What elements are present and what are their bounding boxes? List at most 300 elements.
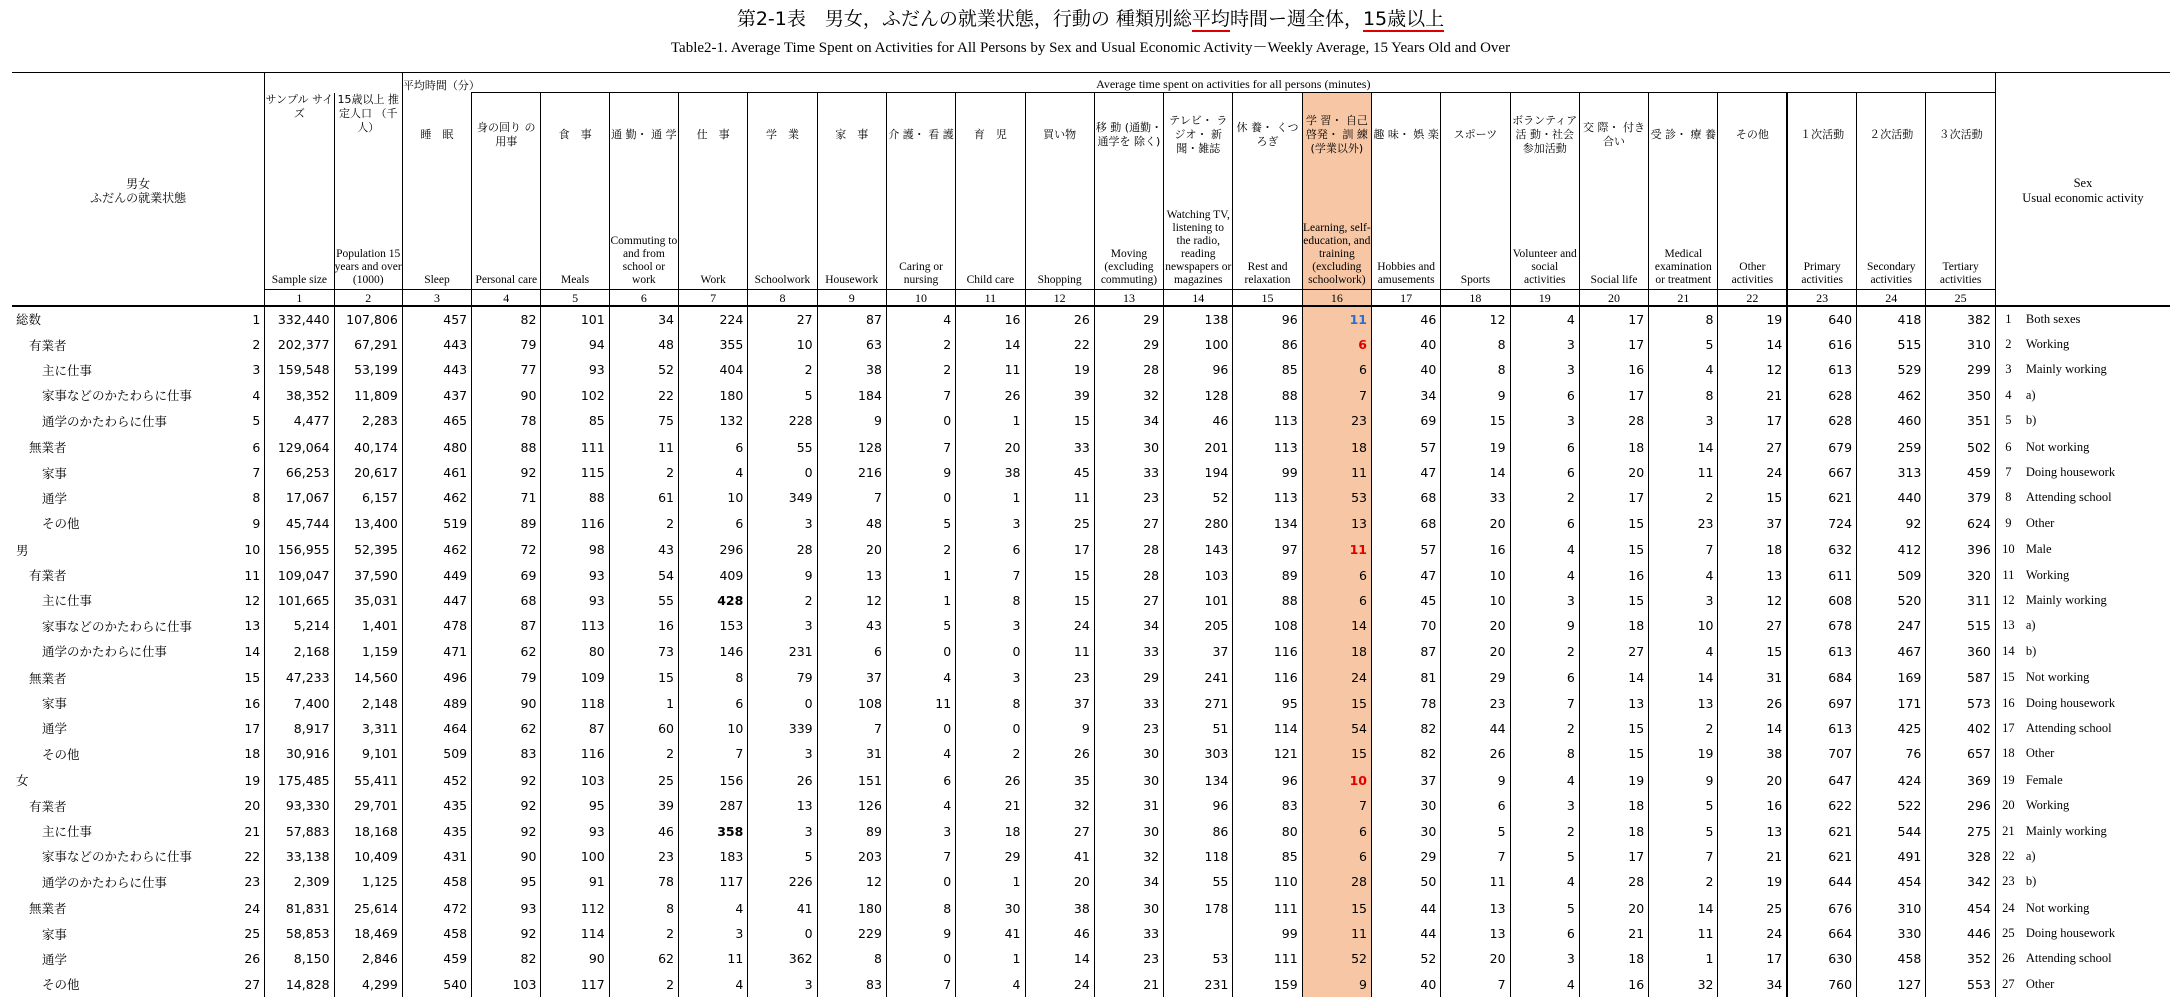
cell-col-2: 1,125 (334, 869, 402, 894)
cell-col-7: 10 (679, 716, 748, 741)
cell-col-2: 10,409 (334, 844, 402, 869)
cell-col-16: 10 (1302, 768, 1371, 793)
cell-col-21: 1 (1649, 946, 1718, 971)
cell-col-8: 5 (748, 844, 817, 869)
cell-col-16: 7 (1302, 793, 1371, 818)
cell-col-13: 30 (1094, 434, 1163, 459)
cell-col-5: 88 (541, 485, 609, 510)
cell-col-4: 89 (472, 511, 541, 536)
table-title-jp (0, 4, 2181, 31)
table-row (12, 793, 2170, 818)
cell-col-18: 20 (1441, 613, 1510, 638)
cell-col-17: 81 (1371, 665, 1440, 690)
cell-col-21: 23 (1649, 511, 1718, 536)
cell-col-11: 8 (956, 588, 1025, 613)
cell-col-20: 14 (1579, 665, 1648, 690)
row-label-en: Other (2025, 515, 2055, 530)
row-number: 22 (238, 844, 265, 869)
row-number-right: 11 (1995, 562, 2020, 587)
cell-col-2: 9,101 (334, 741, 402, 766)
cell-col-8: 5 (748, 383, 817, 408)
row-label-en: Attending school (2025, 490, 2112, 505)
cell-col-5: 90 (541, 946, 609, 971)
cell-col-24: 247 (1857, 613, 1926, 638)
cell-col-7: 409 (679, 562, 748, 587)
cell-col-22: 21 (1718, 383, 1787, 408)
cell-col-15: 80 (1233, 818, 1302, 843)
row-number-right: 9 (1995, 511, 2020, 536)
cell-col-19: 6 (1510, 434, 1579, 459)
cell-col-20: 15 (1579, 741, 1648, 766)
cell-col-21: 14 (1649, 434, 1718, 459)
row-label-jp: 家事などのかたわらに仕事 (42, 618, 193, 634)
row-number: 13 (238, 613, 265, 638)
row-label-en: Mainly working (2025, 823, 2107, 838)
cell-col-4: 93 (472, 895, 541, 920)
cell-col-9: 31 (817, 741, 886, 766)
row-label-jp: 男 (16, 542, 29, 558)
row-label-jp: 無業者 (29, 440, 67, 456)
row-number: 5 (238, 408, 265, 433)
cell-col-3: 509 (402, 741, 471, 766)
col-number-4: 4 (472, 290, 541, 306)
cell-col-1: 4,477 (265, 408, 334, 433)
row-label-en: Attending school (2025, 720, 2112, 735)
cell-col-17: 30 (1371, 793, 1440, 818)
cell-col-16: 7 (1302, 383, 1371, 408)
cell-col-18: 14 (1441, 460, 1510, 485)
cell-col-15: 88 (1233, 383, 1302, 408)
cell-col-25: 454 (1926, 895, 1996, 920)
cell-col-15: 88 (1233, 588, 1302, 613)
cell-col-8: 3 (748, 613, 817, 638)
row-number: 23 (238, 869, 265, 894)
cell-col-7: 3 (679, 921, 748, 946)
cell-col-18: 8 (1441, 357, 1510, 382)
cell-col-5: 102 (541, 383, 609, 408)
cell-col-16: 14 (1302, 613, 1371, 638)
col-number-18: 18 (1441, 290, 1510, 306)
cell-col-6: 78 (609, 869, 678, 894)
col-header-jp-3: 睡 眠 (402, 93, 471, 177)
cell-col-10: 2 (886, 332, 955, 357)
cell-col-18: 5 (1441, 818, 1510, 843)
row-label-jp: 主に仕事 (42, 362, 93, 378)
col-header-jp-23: １次活動 (1787, 93, 1856, 177)
cell-col-14: 201 (1164, 434, 1233, 459)
cell-col-23: 724 (1787, 511, 1856, 536)
col-header-en-17: Hobbies and amusements (1371, 177, 1440, 290)
cell-col-15: 113 (1233, 485, 1302, 510)
col-header-en-25: Tertiary activities (1926, 177, 1996, 290)
row-number: 3 (238, 357, 265, 382)
cell-col-8: 3 (748, 818, 817, 843)
cell-col-5: 95 (541, 793, 609, 818)
cell-col-12: 41 (1025, 844, 1094, 869)
col-header-jp-22: その他 (1718, 93, 1787, 177)
cell-col-13: 29 (1094, 306, 1163, 332)
cell-col-22: 27 (1718, 434, 1787, 459)
cell-col-18: 16 (1441, 537, 1510, 562)
cell-col-12: 11 (1025, 485, 1094, 510)
cell-col-13: 32 (1094, 383, 1163, 408)
cell-col-18: 8 (1441, 332, 1510, 357)
cell-col-12: 35 (1025, 768, 1094, 793)
cell-col-15: 85 (1233, 844, 1302, 869)
cell-col-13: 28 (1094, 562, 1163, 587)
cell-col-8: 3 (748, 511, 817, 536)
col-header-jp-17: 趣 味・ 娯 楽 (1371, 93, 1440, 177)
row-number: 20 (238, 793, 265, 818)
cell-col-12: 46 (1025, 921, 1094, 946)
title-jp-underlined-1: 平均 (1191, 8, 1230, 30)
cell-col-10: 2 (886, 357, 955, 382)
cell-col-25: 379 (1926, 485, 1996, 510)
cell-col-24: 424 (1857, 768, 1926, 793)
cell-col-11: 3 (956, 665, 1025, 690)
col-header-en-3: Sleep (402, 177, 471, 290)
cell-col-5: 94 (541, 332, 609, 357)
cell-col-7: 183 (679, 844, 748, 869)
cell-col-5: 112 (541, 895, 609, 920)
row-label-en: Other (2025, 976, 2055, 991)
cell-col-16: 11 (1302, 460, 1371, 485)
cell-col-1: 159,548 (265, 357, 334, 382)
cell-col-24: 467 (1857, 639, 1926, 664)
cell-col-8: 362 (748, 946, 817, 971)
cell-col-15: 111 (1233, 895, 1302, 920)
cell-col-14: 241 (1164, 665, 1233, 690)
cell-col-10: 4 (886, 741, 955, 766)
cell-col-20: 17 (1579, 383, 1648, 408)
cell-col-6: 15 (609, 665, 678, 690)
table-row (12, 869, 2170, 894)
row-number-right: 24 (1995, 895, 2020, 920)
cell-col-4: 92 (472, 921, 541, 946)
cell-col-15: 111 (1233, 946, 1302, 971)
cell-col-2: 2,283 (334, 408, 402, 433)
cell-col-8: 3 (748, 741, 817, 766)
cell-col-14: 194 (1164, 460, 1233, 485)
cell-col-10: 7 (886, 844, 955, 869)
cell-col-8: 231 (748, 639, 817, 664)
cell-col-25: 299 (1926, 357, 1996, 382)
cell-col-12: 45 (1025, 460, 1094, 485)
avg-time-label-en: Average time spent on activities for all persons (minutes) (472, 73, 1996, 93)
cell-col-21: 32 (1649, 972, 1718, 997)
header-left-blank-top (12, 73, 265, 93)
cell-col-17: 47 (1371, 460, 1440, 485)
cell-col-17: 68 (1371, 485, 1440, 510)
cell-col-7: 11 (679, 946, 748, 971)
cell-col-13: 33 (1094, 921, 1163, 946)
cell-col-13: 29 (1094, 332, 1163, 357)
row-header-label-en (1995, 93, 2170, 290)
cell-col-12: 37 (1025, 690, 1094, 715)
cell-col-13: 30 (1094, 818, 1163, 843)
cell-col-12: 27 (1025, 818, 1094, 843)
cell-col-23: 640 (1787, 306, 1856, 332)
col-header-jp-1: サンプル サイズ (265, 93, 334, 177)
col-header-en-19: Volunteer and social activities (1510, 177, 1579, 290)
cell-col-24: 440 (1857, 485, 1926, 510)
row-label-jp: 通学 (42, 721, 68, 737)
row-label-en: Working (2025, 567, 2070, 582)
col-header-jp-9: 家 事 (817, 93, 886, 177)
row-label-en: Doing housework (2025, 465, 2116, 480)
cell-col-21: 13 (1649, 690, 1718, 715)
row-number-right: 8 (1995, 485, 2020, 510)
cell-col-18: 10 (1441, 588, 1510, 613)
cell-col-7: 10 (679, 485, 748, 510)
cell-col-22: 20 (1718, 768, 1787, 793)
cell-col-10: 7 (886, 972, 955, 997)
cell-col-10: 9 (886, 921, 955, 946)
cell-col-6: 46 (609, 818, 678, 843)
col-header-jp-2: 15歳以上 推定人口 （千人） (334, 93, 402, 177)
cell-col-3: 452 (402, 768, 471, 793)
row-number: 4 (238, 383, 265, 408)
table-row (12, 383, 2170, 408)
cell-col-25: 320 (1926, 562, 1996, 587)
cell-col-23: 622 (1787, 793, 1856, 818)
cell-col-23: 630 (1787, 946, 1856, 971)
cell-col-16: 15 (1302, 895, 1371, 920)
cell-col-4: 62 (472, 639, 541, 664)
cell-col-5: 85 (541, 408, 609, 433)
cell-col-19: 4 (1510, 972, 1579, 997)
col-number-1: 1 (265, 290, 334, 306)
cell-col-4: 95 (472, 869, 541, 894)
cell-col-11: 29 (956, 844, 1025, 869)
cell-col-6: 43 (609, 537, 678, 562)
cell-col-23: 679 (1787, 434, 1856, 459)
row-number: 16 (238, 690, 265, 715)
row-label-jp: 家事 (42, 465, 68, 481)
col-header-jp-5: 食 事 (541, 93, 609, 177)
header-blank-cols-1-2 (265, 73, 403, 93)
row-header-label-line2: ふだんの就業状態 (90, 191, 187, 205)
table-row (12, 921, 2170, 946)
cell-col-14: 53 (1164, 946, 1233, 971)
row-label-jp: 無業者 (29, 901, 67, 917)
cell-col-22: 17 (1718, 946, 1787, 971)
row-number-right: 27 (1995, 972, 2020, 997)
col-header-en-7: Work (679, 177, 748, 290)
cell-col-13: 23 (1094, 716, 1163, 741)
col-number-6: 6 (609, 290, 678, 306)
cell-col-18: 9 (1441, 383, 1510, 408)
table-title-en: Table2-1. Average Time Spent on Activities for All Persons by Sex and Usual Economic Activity－Weekly Average, 15 Years Old and Over (670, 40, 1511, 56)
cell-col-15: 86 (1233, 332, 1302, 357)
cell-col-1: 93,330 (265, 793, 334, 818)
cell-col-15: 83 (1233, 793, 1302, 818)
cell-col-23: 628 (1787, 408, 1856, 433)
cell-col-24: 491 (1857, 844, 1926, 869)
cell-col-14: 96 (1164, 793, 1233, 818)
cell-col-11: 26 (956, 768, 1025, 793)
cell-col-17: 37 (1371, 768, 1440, 793)
col-header-jp-11: 育 児 (956, 93, 1025, 177)
cell-col-25: 587 (1926, 665, 1996, 690)
cell-col-9: 12 (817, 869, 886, 894)
cell-col-3: 472 (402, 895, 471, 920)
cell-col-21: 8 (1649, 306, 1718, 332)
cell-col-19: 3 (1510, 357, 1579, 382)
cell-col-15: 121 (1233, 741, 1302, 766)
cell-col-22: 34 (1718, 972, 1787, 997)
table-row (12, 639, 2170, 664)
row-label-en: b) (2025, 874, 2037, 889)
cell-col-12: 24 (1025, 972, 1094, 997)
cell-col-4: 72 (472, 537, 541, 562)
cell-col-14: 52 (1164, 485, 1233, 510)
cell-col-9: 128 (817, 434, 886, 459)
cell-col-12: 17 (1025, 537, 1094, 562)
cell-col-24: 418 (1857, 306, 1926, 332)
cell-col-21: 5 (1649, 332, 1718, 357)
cell-col-23: 760 (1787, 972, 1856, 997)
cell-col-18: 20 (1441, 639, 1510, 664)
col-header-jp-18: スポーツ (1441, 93, 1510, 177)
cell-col-1: 38,352 (265, 383, 334, 408)
col-header-en-10: Caring or nursing (886, 177, 955, 290)
cell-col-2: 2,846 (334, 946, 402, 971)
col-number-15: 15 (1233, 290, 1302, 306)
cell-col-17: 70 (1371, 613, 1440, 638)
cell-col-20: 17 (1579, 332, 1648, 357)
cell-col-13: 23 (1094, 485, 1163, 510)
cell-col-6: 34 (609, 306, 678, 332)
cell-col-9: 9 (817, 408, 886, 433)
cell-col-24: 462 (1857, 383, 1926, 408)
col-header-en-20: Social life (1579, 177, 1648, 290)
cell-col-3: 540 (402, 972, 471, 997)
cell-col-5: 101 (541, 306, 609, 332)
cell-col-10: 4 (886, 306, 955, 332)
table-row (12, 562, 2170, 587)
cell-col-22: 31 (1718, 665, 1787, 690)
cell-col-13: 27 (1094, 588, 1163, 613)
cell-col-15: 134 (1233, 511, 1302, 536)
cell-col-12: 23 (1025, 665, 1094, 690)
cell-col-24: 412 (1857, 537, 1926, 562)
cell-col-2: 37,590 (334, 562, 402, 587)
cell-col-20: 18 (1579, 946, 1648, 971)
cell-col-2: 4,299 (334, 972, 402, 997)
row-number: 26 (238, 946, 265, 971)
cell-col-25: 275 (1926, 818, 1996, 843)
col-header-jp-19: ボランティア活 動・社会 参加活動 (1510, 93, 1579, 177)
cell-col-9: 108 (817, 690, 886, 715)
cell-col-17: 87 (1371, 639, 1440, 664)
cell-col-6: 1 (609, 690, 678, 715)
cell-col-14: 96 (1164, 357, 1233, 382)
cell-col-13: 30 (1094, 895, 1163, 920)
cell-col-21: 9 (1649, 768, 1718, 793)
cell-col-9: 63 (817, 332, 886, 357)
cell-col-25: 553 (1926, 972, 1996, 997)
cell-col-11: 1 (956, 869, 1025, 894)
cell-col-22: 14 (1718, 716, 1787, 741)
cell-col-17: 78 (1371, 690, 1440, 715)
cell-col-8: 0 (748, 921, 817, 946)
cell-col-3: 462 (402, 537, 471, 562)
col-number-13: 13 (1094, 290, 1163, 306)
row-label-jp: 家事 (42, 696, 68, 712)
cell-col-5: 113 (541, 613, 609, 638)
cell-col-5: 117 (541, 972, 609, 997)
cell-col-8: 0 (748, 690, 817, 715)
cell-col-25: 657 (1926, 741, 1996, 766)
cell-col-21: 8 (1649, 383, 1718, 408)
cell-col-18: 19 (1441, 434, 1510, 459)
col-header-jp-10: 介 護・ 看 護 (886, 93, 955, 177)
cell-col-10: 7 (886, 383, 955, 408)
cell-col-17: 40 (1371, 332, 1440, 357)
cell-col-24: 310 (1857, 895, 1926, 920)
cell-col-6: 55 (609, 588, 678, 613)
col-header-en-18: Sports (1441, 177, 1510, 290)
cell-col-7: 287 (679, 793, 748, 818)
row-label-jp: 無業者 (29, 670, 67, 686)
cell-col-11: 1 (956, 408, 1025, 433)
cell-col-10: 11 (886, 690, 955, 715)
row-header-en-line2: Usual economic activity (2022, 191, 2144, 205)
row-number-right: 16 (1995, 690, 2020, 715)
cell-col-2: 1,159 (334, 639, 402, 664)
cell-col-6: 2 (609, 511, 678, 536)
cell-col-18: 7 (1441, 844, 1510, 869)
row-number: 1 (238, 306, 265, 332)
row-label-en: b) (2025, 643, 2037, 658)
row-label-jp: 家事 (42, 926, 68, 942)
cell-col-6: 60 (609, 716, 678, 741)
row-number-right: 4 (1995, 383, 2020, 408)
cell-col-19: 6 (1510, 383, 1579, 408)
row-number-right: 3 (1995, 357, 2020, 382)
row-label-en: a) (2025, 848, 2036, 863)
cell-col-4: 103 (472, 972, 541, 997)
cell-col-6: 16 (609, 613, 678, 638)
cell-col-14: 303 (1164, 741, 1233, 766)
cell-col-11: 41 (956, 921, 1025, 946)
cell-col-8: 9 (748, 562, 817, 587)
cell-col-13: 23 (1094, 946, 1163, 971)
row-label-en: Not working (2025, 670, 2090, 685)
cell-col-19: 4 (1510, 562, 1579, 587)
col-number-17: 17 (1371, 290, 1440, 306)
cell-col-25: 502 (1926, 434, 1996, 459)
cell-col-17: 50 (1371, 869, 1440, 894)
cell-col-2: 35,031 (334, 588, 402, 613)
cell-col-25: 446 (1926, 921, 1996, 946)
cell-col-3: 519 (402, 511, 471, 536)
cell-col-1: 202,377 (265, 332, 334, 357)
cell-col-5: 109 (541, 665, 609, 690)
cell-col-16: 24 (1302, 665, 1371, 690)
row-number-right: 12 (1995, 588, 2020, 613)
cell-col-2: 25,614 (334, 895, 402, 920)
cell-col-3: 478 (402, 613, 471, 638)
cell-col-22: 25 (1718, 895, 1787, 920)
cell-col-8: 26 (748, 768, 817, 793)
cell-col-2: 18,469 (334, 921, 402, 946)
cell-col-15: 116 (1233, 665, 1302, 690)
cell-col-21: 7 (1649, 844, 1718, 869)
cell-col-11: 18 (956, 818, 1025, 843)
cell-col-13: 34 (1094, 408, 1163, 433)
